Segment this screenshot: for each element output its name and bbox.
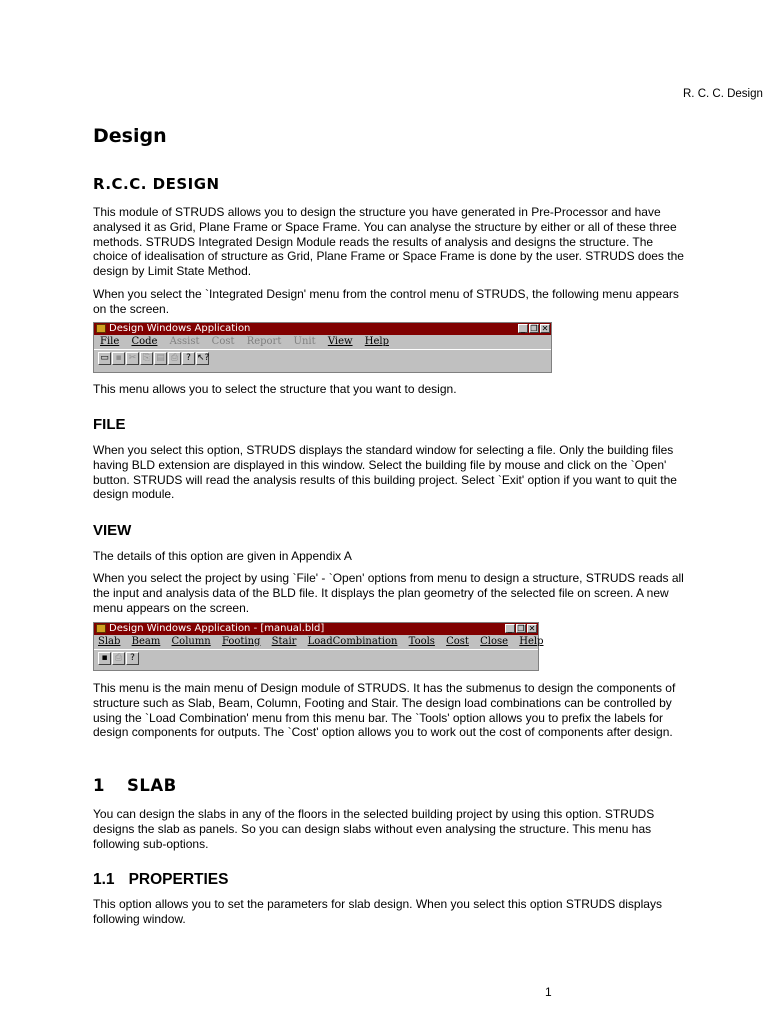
toolbar	[94, 349, 551, 367]
window-title-bar	[94, 623, 538, 635]
paragraph-main-menu: This menu is the main menu of Design module of STRUDS. It has the submenus to design the components of structure such as Slab, Beam, Column, Footing and Stair. The design load combinations can be controlled by using the `Load Combination' menu from this menu bar. The `Tools' option allows you to prefix the labels for design components for outputs. The `Cost' option allows you to work out the cost of components after design.	[93, 681, 676, 740]
paragraph-menu-allows: This menu allows you to select the structure that you want to design.	[93, 382, 457, 396]
menu-code[interactable]: Code	[131, 336, 158, 347]
toolbar	[94, 649, 538, 667]
menu-view[interactable]: View	[327, 336, 353, 347]
menu-report[interactable]: Report	[246, 336, 282, 347]
menu-unit[interactable]: Unit	[293, 336, 316, 347]
section-title: PROPERTIES	[128, 871, 229, 888]
copy-icon[interactable]: ⎘	[140, 352, 153, 365]
window-title: Design Windows Application - [manual.bld]	[109, 623, 325, 634]
print-icon[interactable]: ⎙	[112, 652, 125, 665]
print-icon[interactable]: ⎙	[168, 352, 181, 365]
restore-icon[interactable]: ❐	[517, 624, 525, 633]
minimize-icon[interactable]: _	[518, 324, 528, 333]
window-title-bar	[94, 323, 551, 335]
app-icon	[96, 624, 106, 633]
section-heading-slab	[93, 776, 177, 795]
menu-load-combination[interactable]: LoadCombination	[307, 636, 398, 647]
context-help-icon[interactable]: ↖?	[197, 353, 210, 363]
paragraph-select: When you select the `Integrated Design' menu from the control menu of STRUDS, the following menu appears on the screen.	[93, 287, 679, 316]
menu-footing[interactable]: Footing	[221, 636, 261, 647]
help-icon[interactable]: ?	[182, 352, 195, 365]
section-number: 1	[93, 776, 105, 795]
section-number: 1.1	[93, 871, 115, 888]
paragraph-properties: This option allows you to set the parameters for slab design. When you select this option STRUDS displays following window.	[93, 897, 662, 926]
subsection-heading-properties	[93, 871, 228, 889]
section-heading-rcc: R.C.C. DESIGN	[93, 175, 220, 193]
close-icon[interactable]: ✕	[541, 324, 549, 333]
menu-cost[interactable]: Cost	[211, 336, 235, 347]
section-heading-view: VIEW	[93, 522, 132, 539]
menu-assist[interactable]: Assist	[169, 336, 200, 347]
design-window-screenshot-1	[93, 322, 552, 373]
menu-bar	[94, 635, 544, 649]
app-icon	[96, 324, 106, 333]
paragraph-intro: This module of STRUDS allows you to design the structure you have generated in Pre-Processor and have analysed it as Grid, Plane Frame or Space Frame. You can analyse the structure by either or all of these three methods. STRUDS Integrated Design Module reads the results of analysis and designs the structure. The choice of idealisation of structure as Grid, Plane Frame or Space Frame is done by the user. STRUDS does the design by Limit State Method.	[93, 205, 684, 279]
page-title: Design	[93, 125, 167, 147]
menu-tools[interactable]: Tools	[408, 636, 435, 647]
paragraph-view: The details of this option are given in Appendix A	[93, 549, 352, 563]
menu-beam[interactable]: Beam	[131, 636, 161, 647]
section-heading-file: FILE	[93, 416, 126, 433]
paste-icon[interactable]: ▤	[154, 352, 167, 365]
running-header: R. C. C. Design	[683, 88, 763, 100]
menu-help[interactable]: Help	[519, 636, 544, 647]
save-icon[interactable]: ▪	[98, 652, 111, 665]
close-icon[interactable]: ✕	[528, 624, 536, 633]
menu-help[interactable]: Help	[364, 336, 389, 347]
restore-icon[interactable]: ❐	[530, 324, 538, 333]
menu-bar	[94, 335, 551, 349]
save-icon[interactable]: ▪	[112, 352, 125, 365]
page-number: 1	[545, 985, 552, 999]
open-icon[interactable]: ▭	[98, 352, 111, 365]
design-window-screenshot-2	[93, 622, 544, 671]
menu-stair[interactable]: Stair	[271, 636, 297, 647]
menu-file[interactable]: File	[100, 336, 120, 347]
menu-cost[interactable]: Cost	[446, 636, 469, 647]
minimize-icon[interactable]: _	[505, 624, 515, 633]
help-icon[interactable]: ?	[126, 652, 139, 665]
menu-slab[interactable]: Slab	[98, 636, 121, 647]
paragraph-project: When you select the project by using `File' - `Open' options from menu to design a structure, STRUDS reads all the input and analysis data of the BLD file. It displays the plan geometry of the selected file on screen. A new menu appears on the screen.	[93, 571, 684, 615]
menu-column[interactable]: Column	[171, 636, 211, 647]
section-title: SLAB	[126, 776, 177, 795]
menu-close[interactable]: Close	[480, 636, 509, 647]
window-title: Design Windows Application	[109, 323, 251, 334]
paragraph-file: When you select this option, STRUDS displays the standard window for selecting a file. Only the building files having BLD extension are displayed in this window. Select the building file by mouse and click on the `Open' button. STRUDS will read the analysis results of this building project. Select `Exit' option if you want to quit the design module.	[93, 443, 677, 502]
paragraph-slab: You can design the slabs in any of the floors in the selected building project by using this option. STRUDS designs the slab as panels. So you can design slabs without even analysing the structure. This menu has following sub-options.	[93, 807, 655, 851]
cut-icon[interactable]: ✂	[126, 352, 139, 365]
